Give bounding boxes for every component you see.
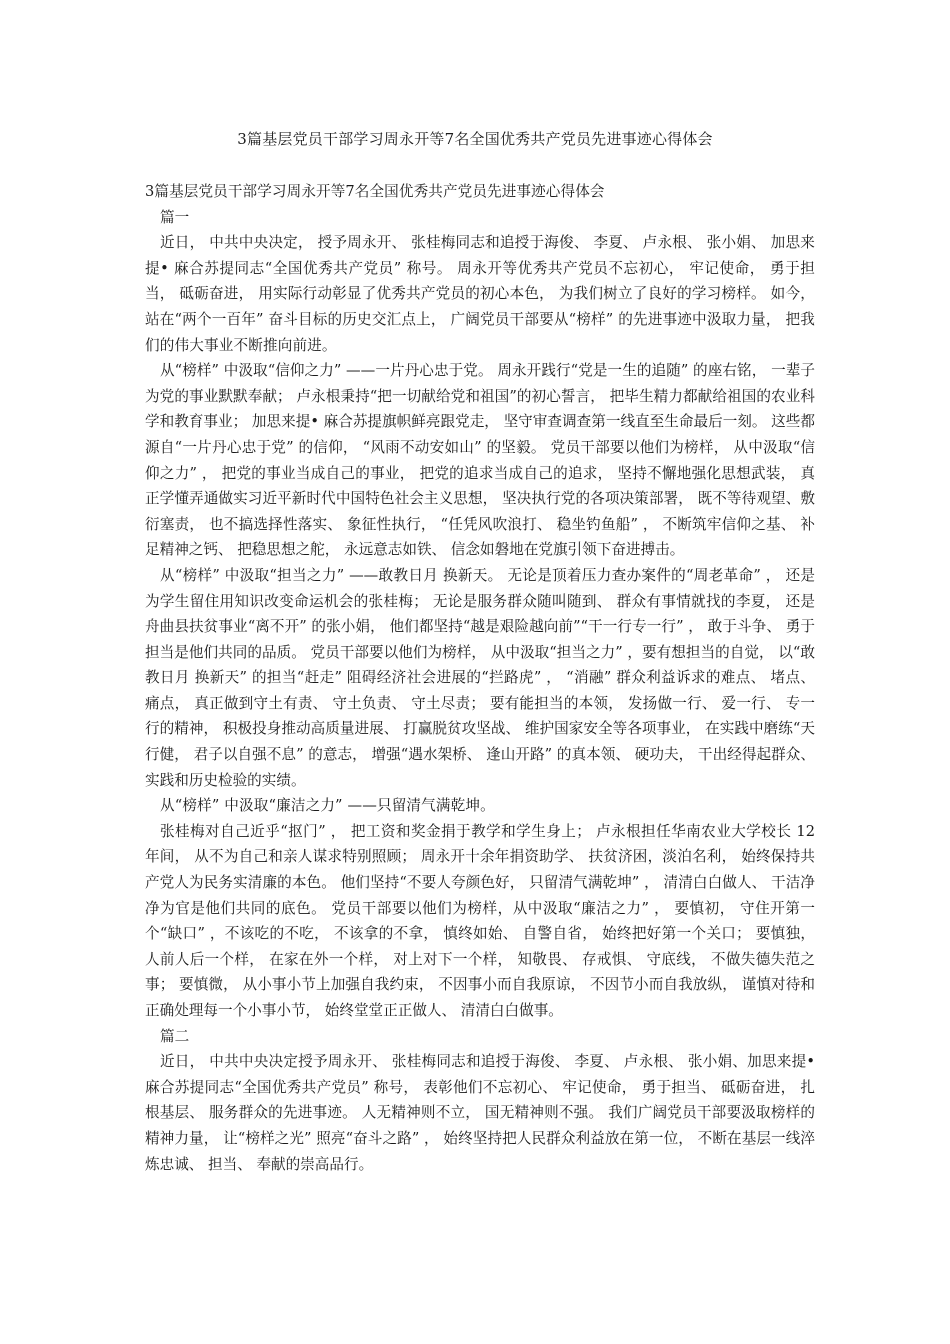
document-body — [145, 179, 815, 1177]
paragraph: 张桂梅对自己近乎“抠门” ， 把工资和奖金捐于教学和学生身上； 卢永根担任华南农业大学校长 12 年间， 从不为自己和亲人谋求特别照顾； 周永开十余年捐资助学、 扶贫济困，淡泊名利， 始终保持共产党人为民务实清廉的本色。 他们坚持“不要人夸颜色好， 只留清气满乾坤” ， 清清白白做人、 干洁净净为官是他们共同的底色。 党员干部要以他们为榜样，从中汲取“廉洁之力” ， 要慎初， 守住开第一个“缺口” ，不该吃的不吃， 不该拿的不拿， 慎终如始、 自警自省， 始终把好第一个关口； 要慎独， 人前人后一个样， 在家在外一个样， 对上对下一个样， 知敬畏、 存戒惧、 守底线， 不做失德失范之事； 要慎微， 从小事小节上加强自我约束， 不因事小而自我原谅， 不因节小而自我放纵， 谨慎对待和正确处理每一个小事小节， 始终堂堂正正做人、 清清白白做事。 — [145, 822, 815, 1019]
section-heading: 篇一 — [160, 208, 190, 226]
document-subtitle: 3篇基层党员干部学习周永开等7名全国优秀共产党员先进事迹心得体会 — [145, 183, 605, 200]
paragraph: 从“榜样” 中汲取“信仰之力” ——一片丹心忠于党。 周永开践行“党是一生的追随” 的座右铭， 一辈子为党的事业默默奉献； 卢永根秉持“把一切献给党和祖国”的初心誓言， 把毕生精力都献给祖国的农业科学和教育事业； 加思来提• 麻合苏提旗帜鲜亮跟党走， 坚守审查调查第一线直至生命最后一刻。 这些都源自“一片丹心忠于党” 的信仰， “风雨不动安如山” 的坚毅。 党员干部要以他们为榜样， 从中汲取“信仰之力” ， 把党的事业当成自己的事业， 把党的追求当成自己的追求， 坚持不懈地强化思想武装， 真正学懂弄通做实习近平新时代中国特色社会主义思想， 坚决执行党的各项决策部署， 既不等待观望、敷衍塞责， 也不搞选择性落实、 象征性执行， “任凭风吹浪打、 稳坐钓鱼船” ， 不断筑牢信仰之基、 补足精神之钙、 把稳思想之舵， 永远意志如铁、 信念如磐地在党旗引领下奋进搏击。 — [145, 362, 815, 559]
section-heading: 篇二 — [160, 1027, 190, 1045]
paragraph: 从“榜样” 中汲取“担当之力” ——敢教日月 换新天。 无论是顶着压力查办案件的“周老革命” ， 还是为学生留住用知识改变命运机会的张桂梅； 无论是服务群众随叫随到、 群众有事情就找的李夏， 还是舟曲县扶贫事业“离不开” 的张小娟， 他们都坚持“越是艰险越向前”“干一行专一行” ， 敢于斗争、 勇于担当是他们共同的品质。 党员干部要以他们为榜样， 从中汲取“担当之力” ，要有想担当的自觉， 以“敢教日月 换新天” 的担当“赶走” 阻碍经济社会进展的“拦路虎” ， “消融” 群众利益诉求的难点、 堵点、 痛点， 真正做到守土有责、 守土负责、 守土尽责； 要有能担当的本领， 发扬做一行、 爱一行、 专一行的精神， 积极投身推动高质量进展、 打赢脱贫攻坚战、 维护国家安全等各项事业， 在实践中磨练“天行健， 君子以自强不息” 的意志， 增强“遇水架桥、 逢山开路” 的真本领、 硬功夫， 干出经得起群众、 实践和历史检验的实绩。 — [145, 566, 815, 789]
document-title: 3篇基层党员干部学习周永开等7名全国优秀共产党员先进事迹心得体会 — [237, 130, 713, 148]
paragraph: 近日， 中共中央决定授予周永开、 张桂梅同志和追授于海俊、 李夏、 卢永根、 张小娟、加思来提• 麻合苏提同志“全国优秀共产党员” 称号， 表彰他们不忘初心、 牢记使命， 勇于担当、 砥砺奋进， 扎根基层、 服务群众的先进事迹。 人无精神则不立， 国无精神则不强。 我们广阔党员干部要汲取榜样的精神力量， 让“榜样之光” 照亮“奋斗之路” ， 始终坚持把人民群众利益放在第一位， 不断在基层一线淬炼忠诚、 担当、 奉献的崇高品行。 — [145, 1053, 815, 1173]
paragraph: 从“榜样” 中汲取“廉洁之力” ——只留清气满乾坤。 — [160, 797, 495, 815]
paragraph: 近日， 中共中央决定， 授予周永开、 张桂梅同志和追授于海俊、 李夏、 卢永根、 张小娟、 加思来提• 麻合苏提同志“全国优秀共产党员” 称号。 周永开等优秀共产党员不忘初心， 牢记使命， 勇于担当， 砥砺奋进， 用实际行动彰显了优秀共产党员的初心本色， 为我们树立了良好的学习榜样。 如今， 站在“两个一百年” 奋斗目标的历史交汇点上， 广阔党员干部要从“榜样” 的先进事迹中汲取力量， 把我们的伟大事业不断推向前进。 — [145, 234, 815, 354]
